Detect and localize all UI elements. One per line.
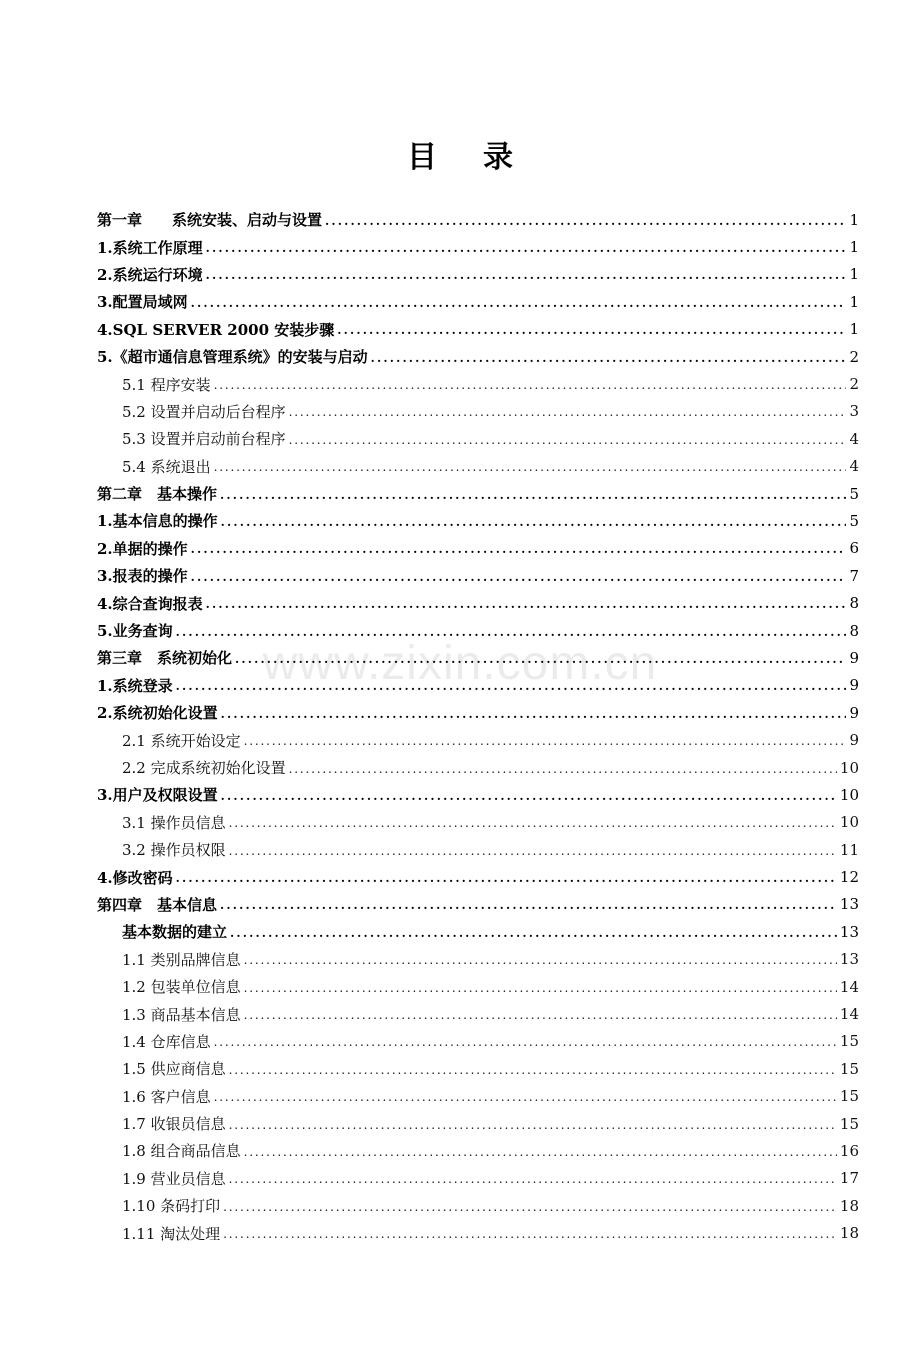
dot-leader [223, 1227, 837, 1241]
toc-entry[interactable] [97, 370, 859, 397]
toc-entry-label: 1.4 仓库信息 [122, 1032, 211, 1051]
toc-entry-page-number: 1 [849, 320, 859, 339]
toc-entry-label: 1.3 商品基本信息 [122, 1005, 241, 1024]
toc-entry-page-number: 15 [839, 1059, 859, 1078]
toc-entry-page-number: 10 [839, 813, 859, 832]
toc-entry-label: 第四章 基本信息 [97, 895, 218, 914]
toc-entry-label: 5.4 系统退出 [122, 457, 211, 476]
toc-entry[interactable] [97, 288, 859, 315]
toc-entry-label: 2.单据的操作 [97, 539, 188, 558]
toc-entry-page-number: 9 [849, 703, 859, 722]
toc-entry-page-number: 9 [849, 648, 859, 667]
dot-leader [244, 953, 837, 967]
toc-entry[interactable] [97, 1083, 859, 1110]
toc-entry[interactable] [97, 946, 859, 973]
toc-entry-label: 2.1 系统开始设定 [122, 731, 241, 750]
dot-leader [214, 1035, 837, 1049]
toc-entry-page-number: 9 [849, 731, 859, 750]
toc-entry-page-number: 4 [849, 457, 859, 476]
dot-leader [176, 871, 837, 885]
toc-entry[interactable] [97, 644, 859, 671]
toc-entry-label: 5.2 设置并启动后台程序 [122, 402, 286, 421]
dot-leader [191, 570, 846, 584]
toc-entry-label: 2.系统初始化设置 [97, 704, 218, 723]
toc-entry-page-number: 4 [849, 429, 859, 448]
toc-entry-page-number: 15 [839, 1087, 859, 1106]
toc-entry-page-number: 10 [839, 785, 859, 804]
toc-entry[interactable] [97, 562, 859, 589]
toc-entry[interactable] [97, 617, 859, 644]
dot-leader [206, 241, 846, 255]
dot-leader [214, 1090, 837, 1104]
dot-leader [220, 898, 837, 912]
toc-entry-page-number: 17 [839, 1169, 859, 1188]
dot-leader [220, 488, 846, 502]
toc-entry[interactable] [97, 863, 859, 890]
toc-entry-label: 3.配置局域网 [97, 293, 188, 312]
dot-leader [206, 597, 846, 611]
toc-entry-label: 1.系统工作原理 [97, 238, 203, 257]
page-title: 目录 [407, 140, 559, 175]
dot-leader [337, 323, 846, 337]
toc-entry[interactable] [97, 836, 859, 863]
toc-entry[interactable] [97, 589, 859, 616]
dot-leader [235, 652, 846, 666]
toc-entry[interactable] [97, 316, 859, 343]
toc-entry-page-number: 8 [849, 594, 859, 613]
toc-entry[interactable] [97, 1055, 859, 1082]
dot-leader [176, 625, 846, 639]
toc-entry-label: 5.3 设置并启动前台程序 [122, 430, 286, 449]
toc-entry-label: 1.1 类别品牌信息 [122, 950, 241, 969]
dot-leader [229, 1172, 837, 1186]
watermark: www.zixin.com.cn [262, 637, 658, 690]
dot-leader [289, 762, 837, 776]
toc-entry-page-number: 6 [849, 539, 859, 558]
toc-entry[interactable] [97, 535, 859, 562]
toc-entry-label: 1.8 组合商品信息 [122, 1142, 241, 1161]
dot-leader [214, 378, 846, 392]
toc-entry[interactable] [97, 754, 859, 781]
toc-entry-label: 3.报表的操作 [97, 567, 188, 586]
toc-entry-label: 3.1 操作员信息 [122, 813, 226, 832]
dot-leader [214, 460, 846, 474]
toc-entry-label: 3.2 操作员权限 [122, 841, 226, 860]
toc-entry-label: 2.系统运行环境 [97, 265, 203, 284]
toc-entry-page-number: 10 [839, 758, 859, 777]
toc-entry[interactable] [97, 343, 859, 370]
toc-entry-page-number: 2 [849, 347, 859, 366]
dot-leader [176, 679, 846, 693]
toc-entry-page-number: 12 [839, 868, 859, 887]
dot-leader [223, 1200, 837, 1214]
table-of-contents [97, 206, 859, 1247]
toc-entry[interactable] [97, 672, 859, 699]
toc-entry[interactable] [97, 206, 859, 233]
toc-entry-label: 1.2 包装单位信息 [122, 978, 241, 997]
dot-leader [244, 981, 837, 995]
toc-entry-page-number: 7 [849, 566, 859, 585]
dot-leader [191, 542, 846, 556]
toc-entry-page-number: 16 [839, 1141, 859, 1160]
dot-leader [289, 405, 846, 419]
toc-entry-page-number: 8 [849, 621, 859, 640]
toc-entry-page-number: 15 [839, 1032, 859, 1051]
toc-entry-label: 1.10 条码打印 [122, 1197, 221, 1216]
toc-entry-page-number: 1 [849, 292, 859, 311]
toc-entry[interactable] [97, 1000, 859, 1027]
toc-entry-page-number: 18 [839, 1196, 859, 1215]
toc-entry-page-number: 2 [849, 375, 859, 394]
toc-entry-page-number: 5 [849, 511, 859, 530]
toc-entry-label: 4.SQL SERVER 2000 安装步骤 [97, 320, 335, 339]
toc-entry-label: 5.业务查询 [97, 622, 173, 641]
toc-entry[interactable] [97, 1165, 859, 1192]
toc-entry[interactable] [97, 398, 859, 425]
toc-entry-page-number: 9 [849, 676, 859, 695]
toc-entry[interactable] [97, 1192, 859, 1219]
toc-entry-label: 1.6 客户信息 [122, 1087, 211, 1106]
toc-entry-page-number: 13 [839, 950, 859, 969]
dot-leader [206, 268, 846, 282]
toc-entry[interactable] [97, 1110, 859, 1137]
toc-entry-page-number: 13 [839, 922, 859, 941]
toc-entry[interactable] [97, 809, 859, 836]
toc-entry-page-number: 11 [839, 840, 859, 859]
dot-leader [229, 844, 837, 858]
toc-entry[interactable] [97, 1137, 859, 1164]
toc-entry-page-number: 18 [839, 1224, 859, 1243]
toc-entry-page-number: 14 [839, 977, 859, 996]
toc-entry-label: 1.系统登录 [97, 676, 173, 695]
toc-entry-page-number: 5 [849, 484, 859, 503]
toc-entry-page-number: 14 [839, 1005, 859, 1024]
toc-entry-page-number: 13 [839, 895, 859, 914]
toc-entry-label: 4.修改密码 [97, 868, 173, 887]
toc-entry[interactable] [97, 233, 859, 260]
toc-entry-label: 5.《超市通信息管理系统》的安装与启动 [97, 348, 368, 367]
toc-entry-label: 1.11 淘汰处理 [122, 1224, 221, 1243]
dot-leader [325, 214, 846, 228]
dot-leader [244, 1145, 837, 1159]
toc-entry-label: 4.综合查询报表 [97, 594, 203, 613]
dot-leader [221, 707, 846, 721]
toc-entry[interactable] [97, 726, 859, 753]
toc-entry-page-number: 1 [849, 210, 859, 229]
toc-entry[interactable] [97, 453, 859, 480]
toc-entry-label: 第三章 系统初始化 [97, 649, 233, 668]
dot-leader [244, 1008, 837, 1022]
toc-entry[interactable] [97, 891, 859, 918]
dot-leader [229, 1118, 837, 1132]
toc-entry[interactable] [97, 973, 859, 1000]
toc-entry-label: 1.基本信息的操作 [97, 512, 218, 531]
toc-entry-label: 第一章 系统安装、启动与设置 [97, 211, 323, 230]
dot-leader [229, 1063, 837, 1077]
toc-entry[interactable] [97, 1028, 859, 1055]
toc-entry[interactable] [97, 507, 859, 534]
toc-entry-label: 3.用户及权限设置 [97, 786, 218, 805]
toc-entry-label: 1.5 供应商信息 [122, 1060, 226, 1079]
dot-leader [221, 789, 837, 803]
dot-leader [244, 734, 846, 748]
toc-entry-label: 2.2 完成系统初始化设置 [122, 759, 286, 777]
toc-entry-label: 1.9 营业员信息 [122, 1169, 226, 1188]
dot-leader [221, 515, 846, 529]
dot-leader [230, 926, 837, 940]
toc-entry-label: 第二章 基本操作 [97, 485, 218, 504]
toc-entry-label: 基本数据的建立 [122, 923, 228, 942]
toc-entry-page-number: 15 [839, 1114, 859, 1133]
toc-entry[interactable] [97, 918, 859, 945]
toc-entry-label: 5.1 程序安装 [122, 375, 211, 394]
dot-leader [289, 433, 846, 447]
toc-entry[interactable] [97, 425, 859, 452]
toc-entry[interactable] [97, 781, 859, 808]
toc-entry[interactable] [97, 699, 859, 726]
dot-leader [191, 296, 846, 310]
dot-leader [229, 816, 837, 830]
toc-entry[interactable] [97, 261, 859, 288]
dot-leader [371, 351, 846, 365]
toc-entry[interactable] [97, 1219, 859, 1246]
toc-entry-page-number: 3 [849, 402, 859, 421]
toc-entry[interactable] [97, 480, 859, 507]
toc-entry-label: 1.7 收银员信息 [122, 1115, 226, 1134]
toc-entry-page-number: 1 [849, 265, 859, 284]
toc-entry-page-number: 1 [849, 238, 859, 257]
